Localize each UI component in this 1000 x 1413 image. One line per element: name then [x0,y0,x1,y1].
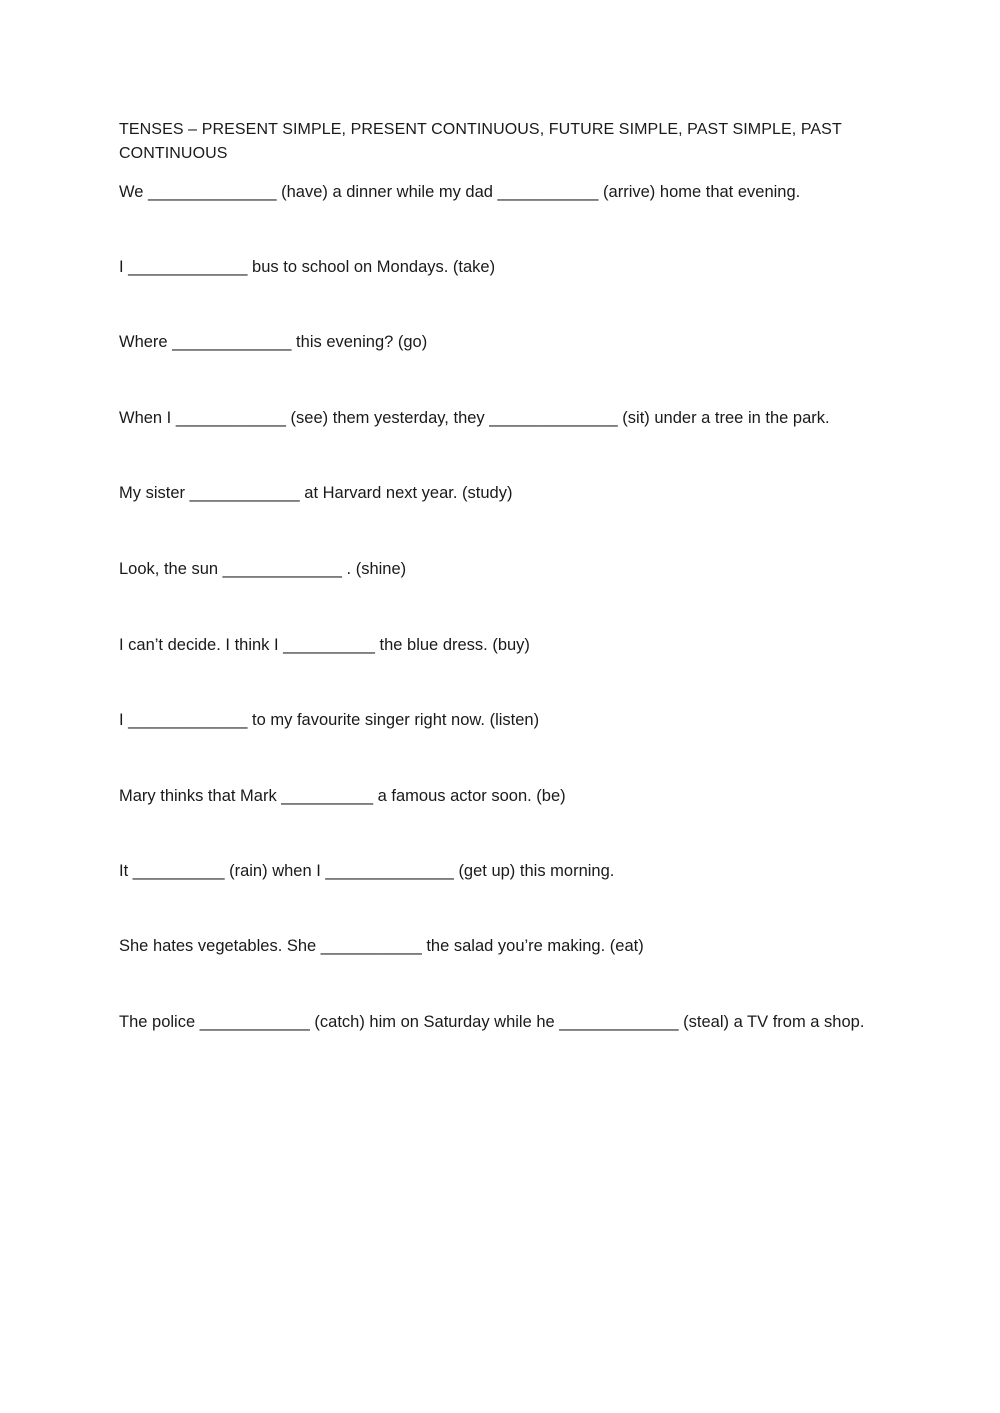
sentence-6: Look, the sun _____________ . (shine) [119,560,407,578]
sentence-2: I _____________ bus to school on Mondays. (take) [119,258,496,276]
worksheet-title: TENSES – PRESENT SIMPLE, PRESENT CONTINUOUS, FUTURE SIMPLE, PAST SIMPLE, PAST CONTINUOUS [119,121,842,162]
sentence-11: She hates vegetables. She ___________ the salad you’re making. (eat) [119,937,644,955]
sentence-8: I _____________ to my favourite singer right now. (listen) [119,711,540,729]
sentence-5: My sister ____________ at Harvard next year. (study) [119,484,513,502]
sentence-10: It __________ (rain) when I ______________ (get up) this morning. [119,862,615,880]
sentence-3: Where _____________ this evening? (go) [119,333,428,351]
sentence-4: When I ____________ (see) them yesterday, they ______________ (sit) under a tree in the park. [119,409,830,427]
sentence-9: Mary thinks that Mark __________ a famous actor soon. (be) [119,787,566,805]
sentence-12: The police ____________ (catch) him on Saturday while he _____________ (steal) a TV from a shop. [119,1013,865,1031]
sentence-1: We ______________ (have) a dinner while my dad ___________ (arrive) home that evening. [119,183,801,201]
sentence-7: I can’t decide. I think I __________ the blue dress. (buy) [119,636,530,654]
